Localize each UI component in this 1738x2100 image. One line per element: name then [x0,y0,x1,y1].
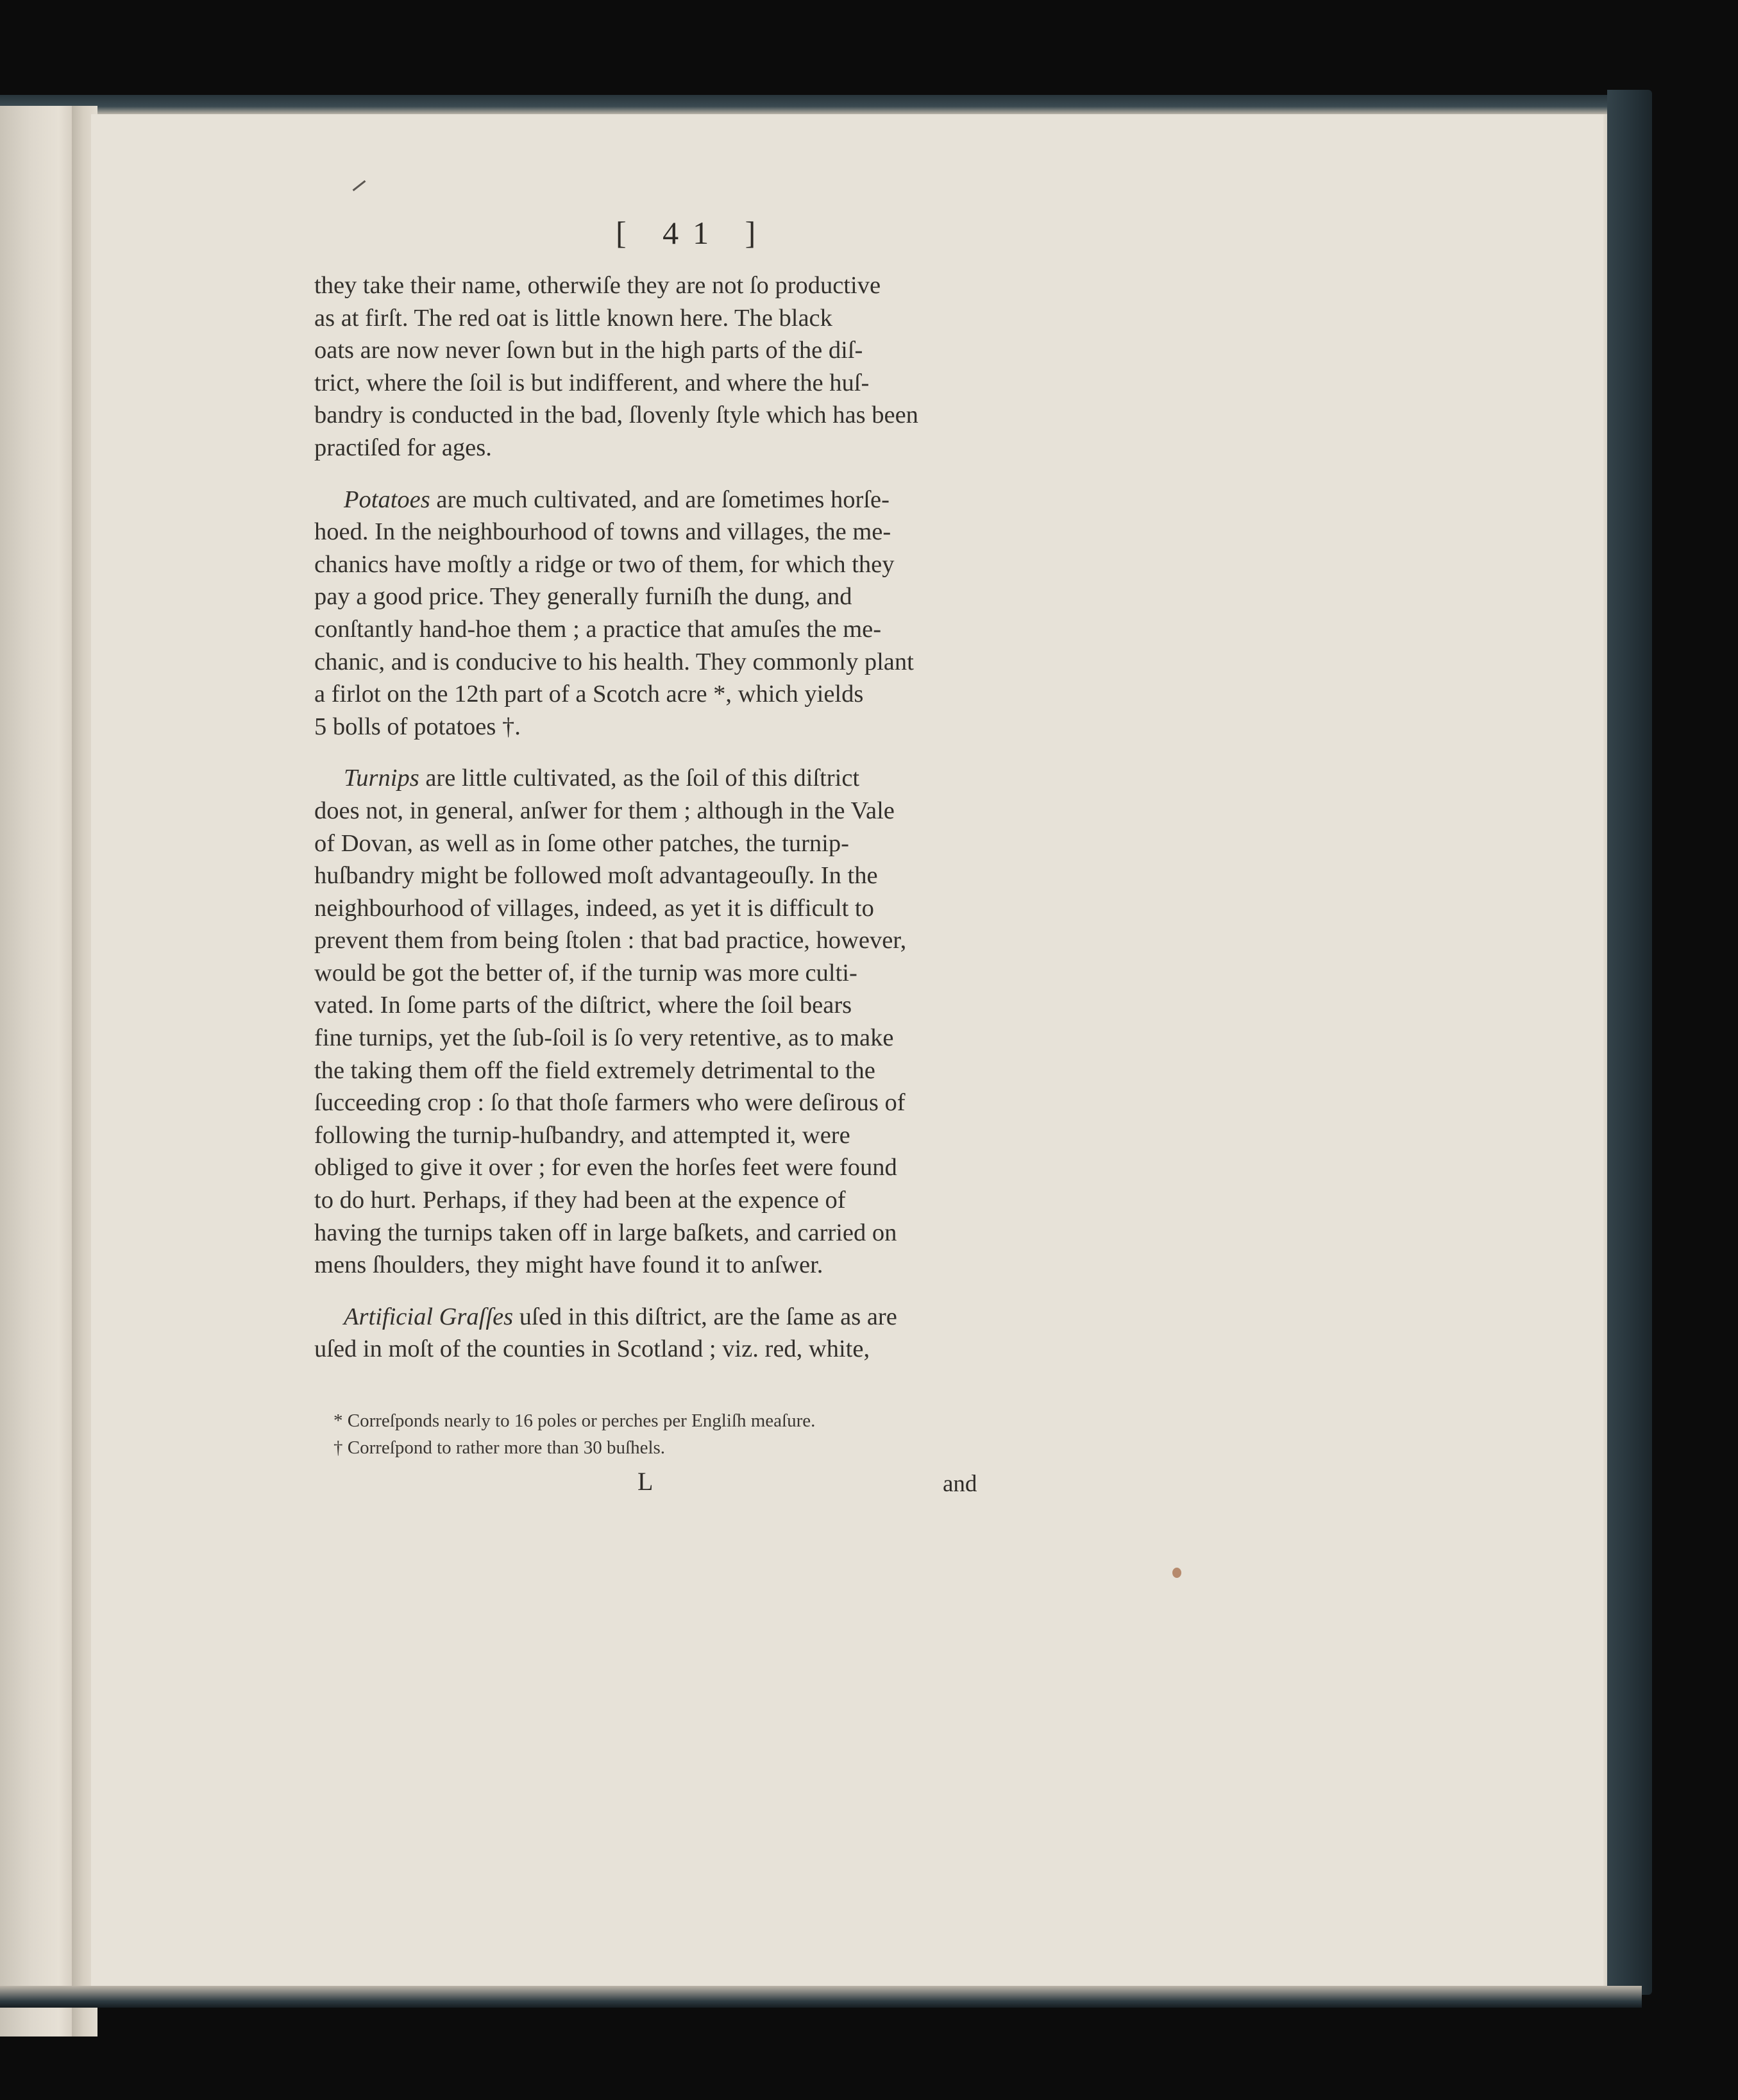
text-line: neighbourhood of villages, indeed, as yet it is difficult to [314,894,874,922]
text-line [314,762,1007,795]
text-line: pay a good price. They generally furniſh the dung, and [314,583,852,611]
text-line: ſucceeding crop : ſo that thoſe farmers who were deſirous of [314,1089,906,1117]
paragraph-turnips [314,762,1007,1282]
text-line: following the turnip-huſbandry, and attempted it, were [314,1121,850,1149]
body-text [314,269,1007,1366]
paragraph-oats [314,269,1007,464]
text-line: 5 bolls of potatoes †. [314,713,521,740]
book-cover-edge [1607,90,1652,1995]
text-line: bandry is conducted in the bad, ſlovenly ſtyle which has been [314,402,918,429]
text-line: huſbandry might be followed moſt advantageouſly. In the [314,862,878,890]
page-number: [ 41 ] [616,215,770,251]
text-line: conſtantly hand-hoe them ; a practice that amuſes the me- [314,615,882,643]
text-line: of Dovan, as well as in ſome other patches, the turnip- [314,829,849,857]
text-line: chanics have moſtly a ridge or two of them, for which they [314,550,895,578]
book-top-edge [0,95,1642,114]
text-line: mens ſhoulders, they might have found it to anſwer. [314,1251,823,1279]
text-line: fine turnips, yet the ſub-ſoil is ſo very retentive, as to make [314,1024,894,1052]
text-segment: uſed in this diſtrict, are the ſame as are [513,1303,897,1330]
foxing-spot [1172,1568,1181,1578]
text-line: trict, where the ſoil is but indifferent, and where the huſ- [314,369,870,396]
signature-mark: L [637,1467,654,1496]
text-line: would be got the better of, if the turnip was more culti- [314,959,857,986]
text-segment: are much cultivated, and are ſometimes horſe- [430,486,890,513]
text-segment: are little cultivated, as the ſoil of this diſtrict [419,765,860,792]
paragraph-grasses [314,1301,1007,1366]
footnotes [333,1407,988,1461]
footnote: * Correſponds nearly to 16 poles or perches per Engliſh meaſure. [333,1410,816,1431]
text-line: having the turnips taken off in large baſkets, and carried on [314,1219,897,1246]
text-line: as at firſt. The red oat is little known here. The black [314,304,832,332]
text-line: a firlot on the 12th part of a Scotch acre *, which yields [314,681,864,708]
catchword: and [943,1471,977,1497]
footnote: † Correſpond to rather more than 30 buſhels. [333,1437,666,1458]
text-line: to do hurt. Perhaps, if they had been at the expence of [314,1187,846,1214]
text-line: hoed. In the neighbourhood of towns and villages, the me- [314,518,891,546]
text-line: vated. In ſome parts of the diſtrict, where the ſoil bears [314,992,852,1019]
paragraph-potatoes [314,484,1007,743]
section-lead-word: Turnips [344,765,419,792]
text-line: practiſed for ages. [314,434,492,461]
text-line: uſed in moſt of the counties in Scotland ; viz. red, white, [314,1335,870,1363]
section-lead-word: Artificial Graſſes [344,1303,514,1330]
left-page-edge [0,106,78,2036]
section-lead-word: Potatoes [344,486,430,513]
text-line: the taking them off the field extremely detrimental to the [314,1056,875,1084]
text-line [314,484,1007,516]
text-line: obliged to give it over ; for even the horſes feet were found [314,1154,897,1181]
book-bottom-edge [0,1986,1642,2008]
text-line: they take their name, otherwiſe they are not ſo productive [314,272,881,299]
text-line: oats are now never ſown but in the high parts of the diſ- [314,337,863,364]
text-line: does not, in general, anſwer for them ; although in the Vale [314,797,895,824]
text-line: chanic, and is conducive to his health. They commonly plant [314,648,914,675]
text-line [314,1301,1007,1334]
text-line: prevent them from being ſtolen : that bad practice, however, [314,927,907,954]
